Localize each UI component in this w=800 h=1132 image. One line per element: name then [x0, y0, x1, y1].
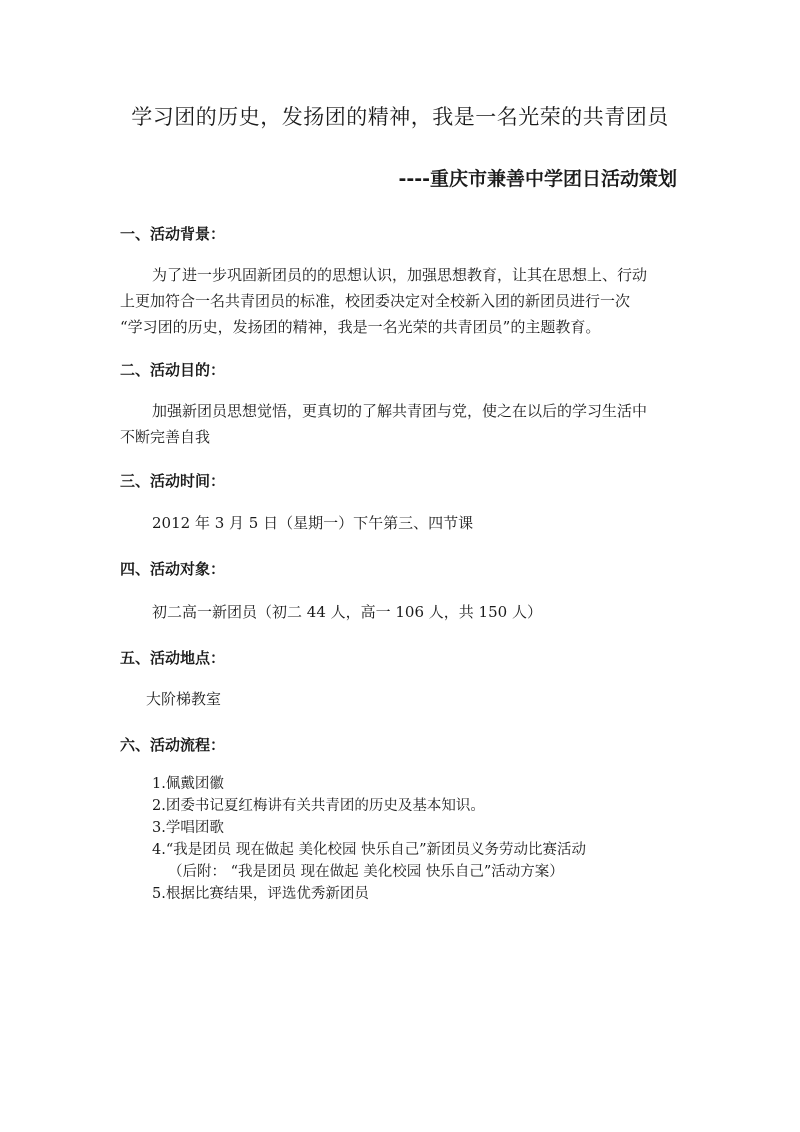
- paragraph-line: 为了进一步巩固新团员的的思想认识，加强思想教育，让其在思想上、行动: [152, 266, 648, 284]
- section-body-purpose: [120, 398, 690, 450]
- list-item: 5.根据比赛结果，评选优秀新团员: [152, 886, 369, 902]
- section-heading-time: 三、活动时间：: [120, 472, 226, 490]
- list-item: 4.“我是团员 现在做起 美化校园 快乐自己”新团员义务劳动比赛活动: [152, 842, 586, 858]
- document-subtitle: ----重庆市兼善中学团日活动策划: [398, 168, 677, 190]
- section-heading-location: 五、活动地点：: [120, 649, 226, 667]
- process-list: [152, 773, 586, 905]
- activity-location: 大阶梯教室: [146, 690, 222, 708]
- paragraph-line: 不断完善自我: [120, 428, 211, 446]
- paragraph-line: 上更加符合一名共青团员的标准，校团委决定对全校新入团的新团员进行一次: [120, 292, 631, 310]
- activity-participants: 初二高一新团员（初二 44 人，高一 106 人，共 150 人）: [152, 603, 542, 621]
- document-title: 学习团的历史，发扬团的精神，我是一名光荣的共青团员: [131, 105, 669, 129]
- activity-time: 2012 年 3 月 5 日（星期一）下午第三、四节课: [152, 514, 474, 532]
- list-item: 2.团委书记夏红梅讲有关共青团的历史及基本知识。: [152, 798, 485, 814]
- section-body-background: [120, 262, 690, 340]
- paragraph-line: “学习团的历史，发扬团的精神，我是一名光荣的共青团员”的主题教育。: [120, 318, 601, 336]
- list-item: 3.学唱团歌: [152, 820, 224, 836]
- section-heading-participants: 四、活动对象：: [120, 560, 226, 578]
- list-item-note: （后附： “我是团员 现在做起 美化校园 快乐自己”活动方案）: [168, 864, 564, 880]
- section-heading-process: 六、活动流程：: [120, 736, 226, 754]
- paragraph-line: 加强新团员思想觉悟，更真切的了解共青团与党，使之在以后的学习生活中: [152, 402, 648, 420]
- section-heading-purpose: 二、活动目的：: [120, 361, 226, 379]
- section-heading-background: 一、活动背景：: [120, 225, 226, 243]
- list-item: 1.佩戴团徽: [152, 776, 224, 792]
